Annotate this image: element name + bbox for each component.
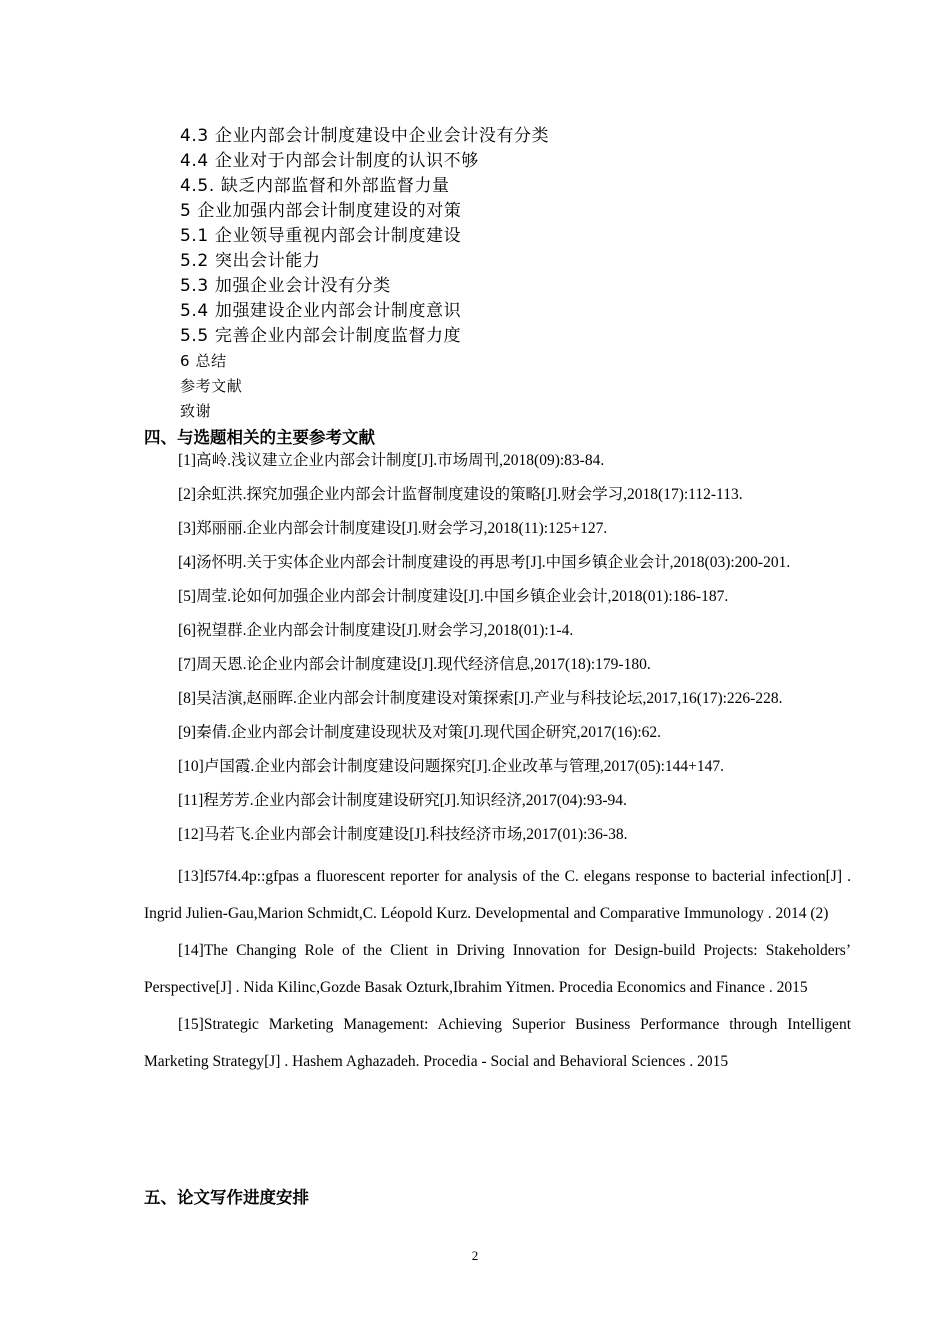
toc-item: 4.4 企业对于内部会计制度的认识不够	[180, 151, 479, 171]
toc-item: 5.4 加强建设企业内部会计制度意识	[180, 301, 462, 321]
toc-item: 5.1 企业领导重视内部会计制度建设	[180, 226, 462, 246]
reference-item: [2]余虹洪.探究加强企业内部会计监督制度建设的策略[J].财会学习,2018(17):112-113.	[178, 486, 743, 503]
reference-list	[144, 450, 851, 1080]
toc-item: 5.5 完善企业内部会计制度监督力度	[180, 326, 462, 346]
reference-item: [15]Strategic Marketing Management: Achieving Superior Business Performance through Intelligent Marketing Strategy[J] . Hashem Aghazadeh. Procedia - Social and Behavioral Sciences . 2015	[144, 1016, 851, 1070]
page-number: 2	[471, 1248, 479, 1263]
reference-item: [12]马若飞.企业内部会计制度建设[J].科技经济市场,2017(01):36-38.	[178, 826, 628, 843]
toc-item: 6 总结	[180, 352, 227, 370]
reference-item: [1]高岭.浅议建立企业内部会计制度[J].市场周刊,2018(09):83-84.	[178, 452, 605, 469]
toc-item: 4.3 企业内部会计制度建设中企业会计没有分类	[180, 126, 550, 146]
reference-item: [11]程芳芳.企业内部会计制度建设研究[J].知识经济,2017(04):93-94.	[178, 792, 627, 809]
toc-item: 4.5. 缺乏内部监督和外部监督力量	[180, 176, 450, 196]
section-heading-references: 四、与选题相关的主要参考文献	[144, 428, 375, 447]
reference-item: [10]卢国霞.企业内部会计制度建设问题探究[J].企业改革与管理,2017(05):144+147.	[178, 758, 725, 775]
reference-item: [3]郑丽丽.企业内部会计制度建设[J].财会学习,2018(11):125+127.	[178, 520, 608, 537]
reference-item: [14]The Changing Role of the Client in Driving Innovation for Design-build Projects: Stakeholders’ Perspective[J] . Nida Kilinc,Gozde Basak Ozturk,Ibrahim Yitmen. Procedia Economics and Finance . 2015	[144, 942, 851, 996]
toc-item: 5.3 加强企业会计没有分类	[180, 276, 391, 296]
reference-item: [7]周天恩.论企业内部会计制度建设[J].现代经济信息,2017(18):179-180.	[178, 656, 651, 673]
toc-item: 5.2 突出会计能力	[180, 251, 321, 271]
reference-item: [6]祝望群.企业内部会计制度建设[J].财会学习,2018(01):1-4.	[178, 622, 574, 639]
toc-item: 致谢	[180, 402, 212, 420]
reference-item: [8]吴洁演,赵丽晖.企业内部会计制度建设对策探索[J].产业与科技论坛,2017,16(17):226-228.	[178, 690, 783, 707]
reference-item: [5]周莹.论如何加强企业内部会计制度建设[J].中国乡镇企业会计,2018(01):186-187.	[178, 588, 729, 605]
toc-item: 5 企业加强内部会计制度建设的对策	[180, 201, 462, 221]
reference-item: [13]f57f4.4p::gfpas a fluorescent reporter for analysis of the C. elegans response to bacterial infection[J] . Ingrid Julien-Gau,Marion Schmidt,C. Léopold Kurz. Developmental and Comparative Immunology . 2014 (2)	[144, 868, 851, 922]
toc-item: 参考文献	[180, 377, 243, 395]
table-of-contents	[180, 124, 860, 424]
reference-item: [4]汤怀明.关于实体企业内部会计制度建设的再思考[J].中国乡镇企业会计,2018(03):200-201.	[178, 554, 791, 571]
reference-item: [9]秦倩.企业内部会计制度建设现状及对策[J].现代国企研究,2017(16):62.	[178, 724, 662, 741]
section-heading-schedule: 五、论文写作进度安排	[144, 1188, 309, 1207]
